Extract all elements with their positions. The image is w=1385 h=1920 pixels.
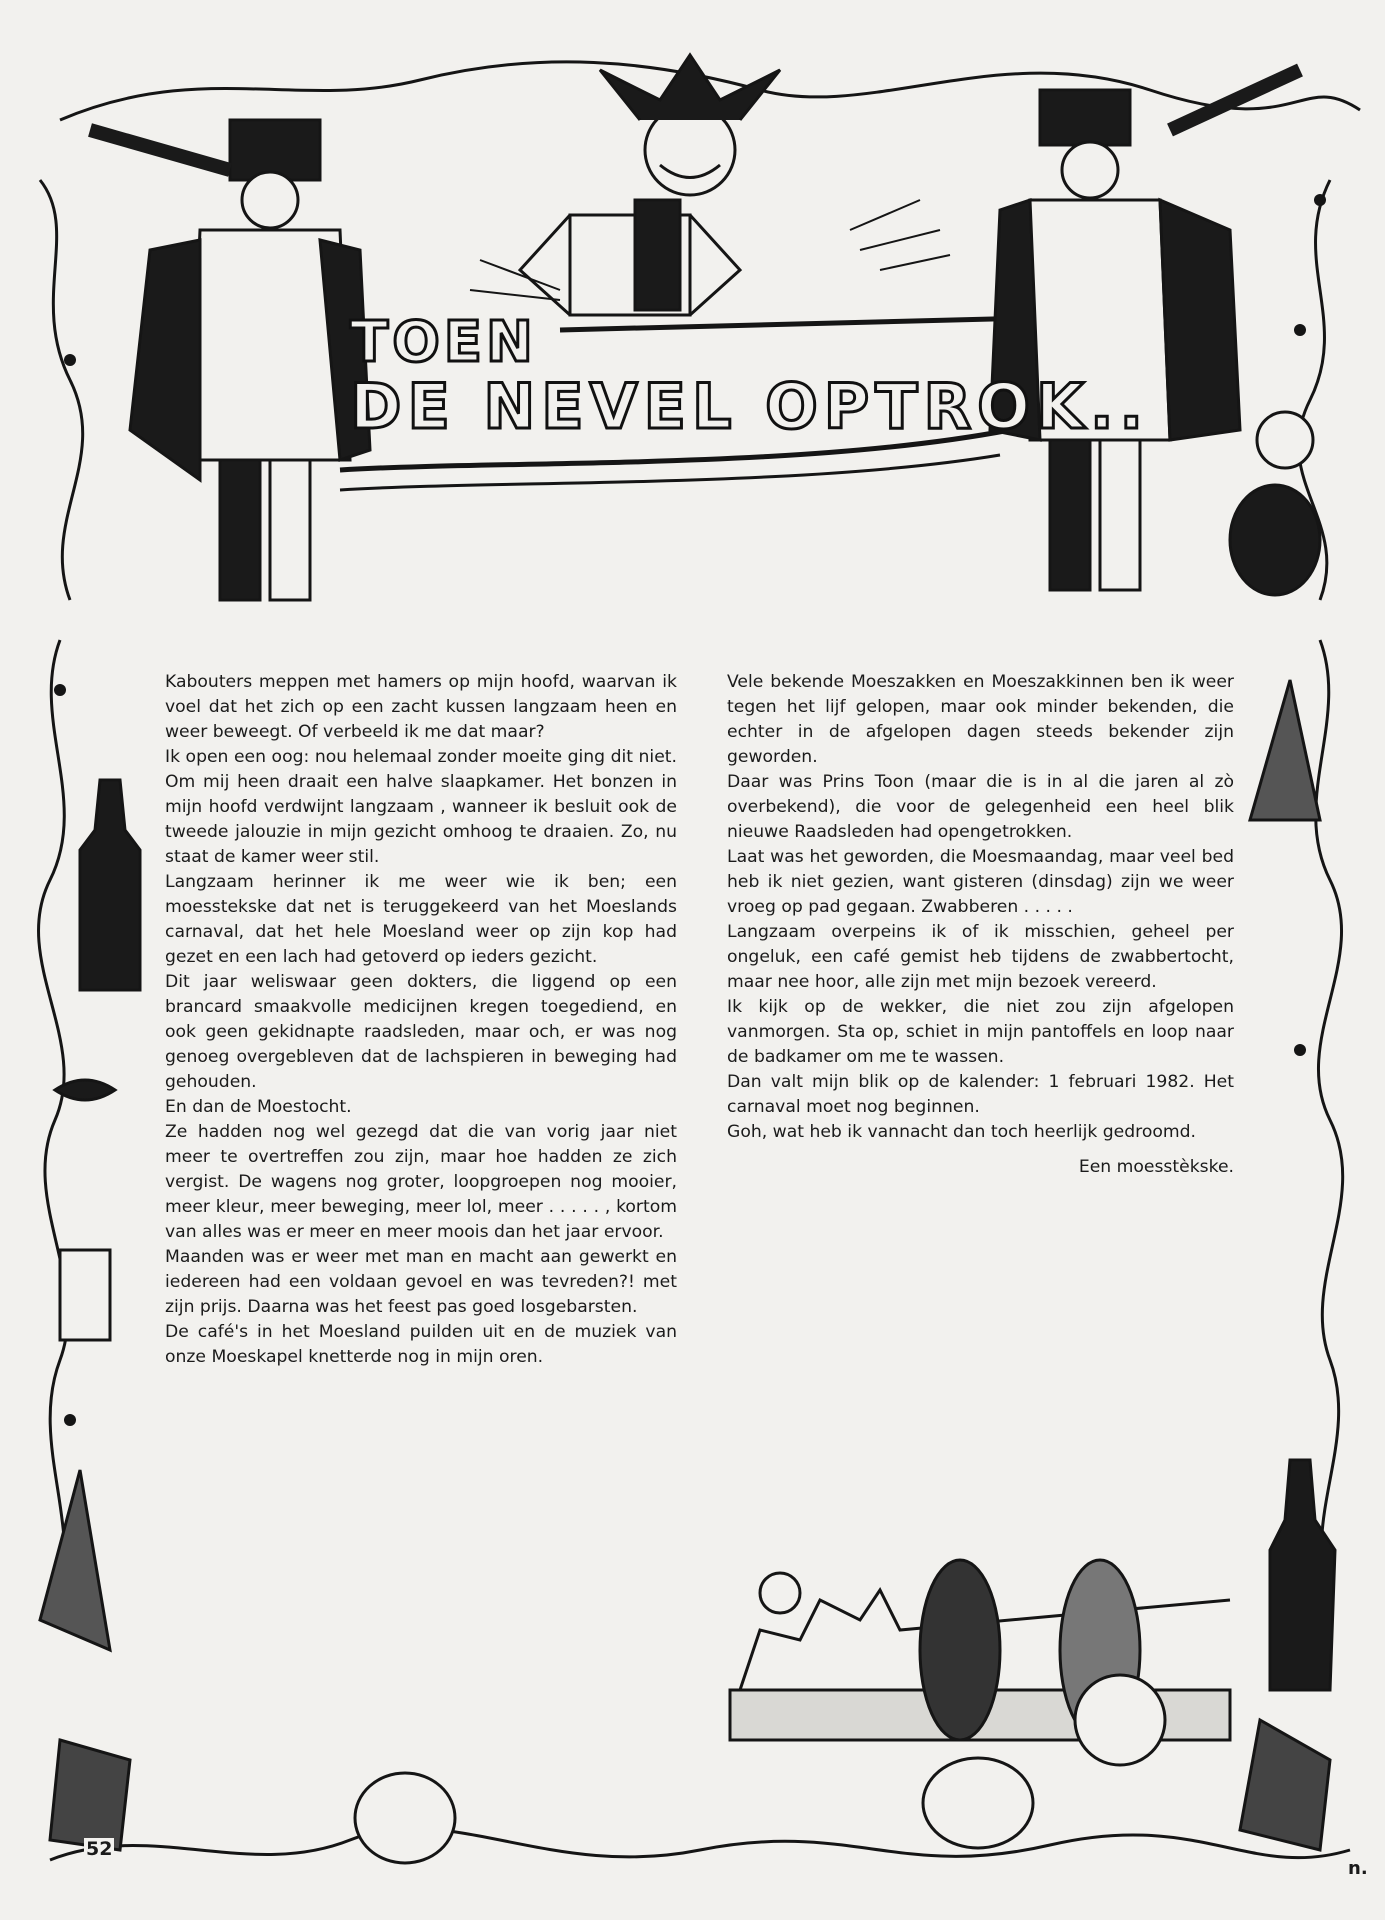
paragraph: Langzaam herinner ik me weer wie ik ben; een moesstekske dat net is teruggekeerd van het Moeslands carnaval, dat het hele Moesland weer op zijn kop had gezet en een lach had getoverd op ieders gezicht.	[165, 872, 677, 967]
paragraph: Ik kijk op de wekker, die niet zou zijn afgelopen vanmorgen. Sta op, schiet in mijn pantoffels en loop naar de badkamer om me te wassen.	[727, 997, 1234, 1067]
article-left-column	[165, 670, 677, 1370]
article-title	[330, 300, 1150, 520]
paragraph: Dan valt mijn blik op de kalender: 1 februari 1982. Het carnaval moet nog beginnen.	[727, 1072, 1234, 1117]
paragraph: Maanden was er weer met man en macht aan gewerkt en iedereen had een voldaan gevoel en was tevreden?! met zijn prijs. Daarna was het feest pas goed losgebarsten.	[165, 1247, 677, 1317]
paragraph: Dit jaar weliswaar geen dokters, die liggend op een brancard smaakvolle medicijnen kregen toegediend, en ook geen gekidnapte raadsleden, maar och, er was nog genoeg overgebleven dat de lachspieren in beweging had gehouden.	[165, 972, 677, 1092]
paragraph: Vele bekende Moeszakken en Moeszakkinnen ben ik weer tegen het lijf gelopen, maar ook minder bekenden, die echter in de afgelopen dagen steeds bekender zijn geworden.	[727, 672, 1234, 767]
article-right-column	[727, 670, 1234, 1180]
title-line-1: TOEN	[350, 310, 537, 375]
paragraph: Ik open een oog: nou helemaal zonder moeite ging dit niet. Om mij heen draait een halve slaapkamer. Het bonzen in mijn hoofd verdwijnt langzaam , wanneer ik besluit ook de tweede jalouzie in mijn gezicht omhoog te draaien. Zo, nu staat de kamer weer stil.	[165, 747, 677, 867]
paragraph: Langzaam overpeins ik of ik misschien, geheel per ongeluk, een café gemist heb tijdens de zwabbertocht, maar nee hoor, alle zijn met mijn bezoek vereerd.	[727, 922, 1234, 992]
page-number: 52	[86, 1838, 113, 1860]
paragraph: De café's in het Moesland puilden uit en de muziek van onze Moeskapel knetterde nog in mijn oren.	[165, 1322, 677, 1367]
paragraph: Laat was het geworden, die Moesmaandag, maar veel bed heb ik niet gezien, want gisteren (dinsdag) zijn we weer vroeg op pad gegaan. Zwabberen . . . . .	[727, 847, 1234, 917]
paragraph: Daar was Prins Toon (maar die is in al die jaren al zò overbekend), die voor de gelegenheid een heel blik nieuwe Raadsleden had opengetrokken.	[727, 772, 1234, 842]
signature: Een moesstèkske.	[1078, 1157, 1234, 1177]
paragraph: Goh, wat heb ik vannacht dan toch heerlijk gedroomd.	[727, 1122, 1196, 1142]
title-line-2: DE NEVEL OPTROK..	[350, 370, 1150, 443]
paragraph: En dan de Moestocht.	[165, 1097, 352, 1117]
corner-mark: n.	[1348, 1858, 1368, 1879]
paragraph: Ze hadden nog wel gezegd dat die van vorig jaar niet meer te overtreffen zou zijn, maar hoe hadden ze zich vergist. De wagens nog groter, loopgroepen nog mooier, meer kleur, meer beweging, meer lol, meer . . . . . , kortom van alles was er meer en meer moois dan het jaar ervoor.	[165, 1122, 677, 1242]
paragraph: Kabouters meppen met hamers op mijn hoofd, waarvan ik voel dat het zich op een zacht kussen langzaam heen en weer beweegt. Of verbeeld ik me dat maar?	[165, 672, 677, 742]
